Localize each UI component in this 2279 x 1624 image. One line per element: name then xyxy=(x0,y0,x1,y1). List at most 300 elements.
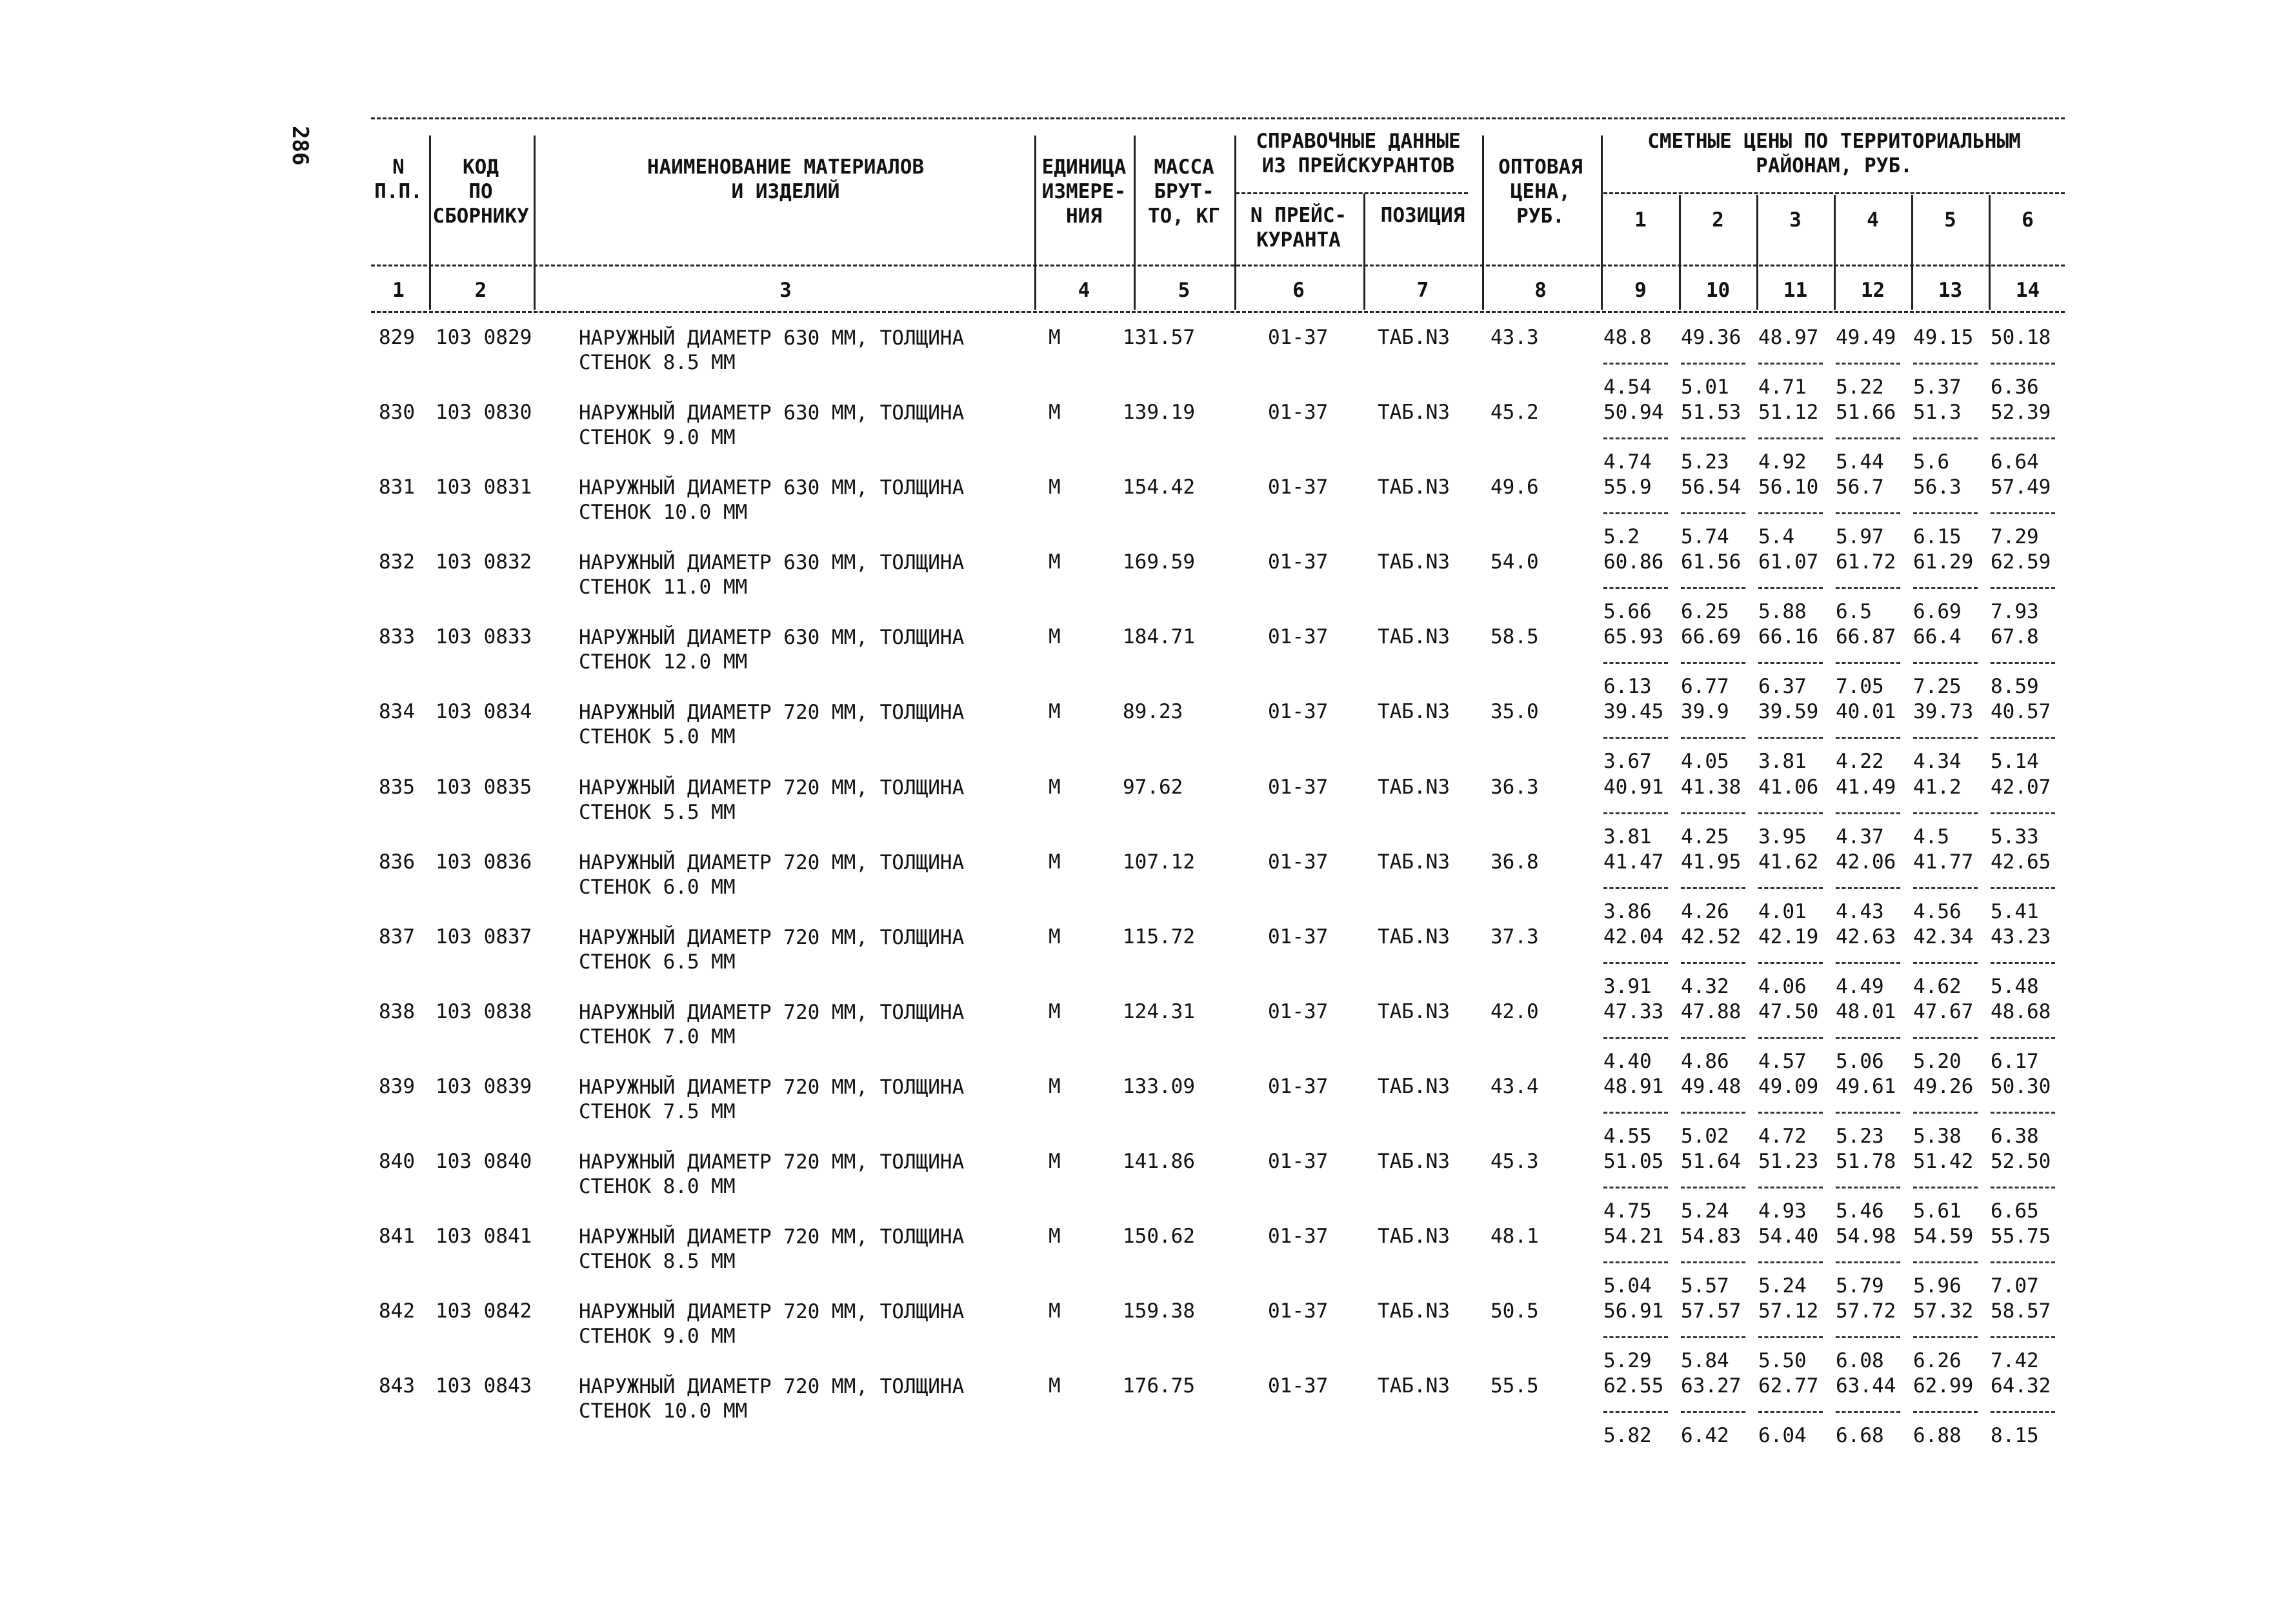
price-region-6: 67.8 xyxy=(1991,625,2039,649)
sub-price-region-5: 5.20 xyxy=(1913,1049,1962,1073)
sub-price-region-1: 3.81 xyxy=(1603,825,1652,848)
sub-price-region-5: 4.34 xyxy=(1913,750,1962,774)
price-region-2: 57.57 xyxy=(1681,1299,1742,1323)
row-pricelist: 01-37 xyxy=(1268,1150,1329,1174)
row-name: НАРУЖНЫЙ ДИАМЕТР 630 ММ, ТОЛЩИНА xyxy=(579,551,965,575)
sub-price-region-5: 5.6 xyxy=(1913,450,1949,474)
price-region-6: 52.50 xyxy=(1991,1150,2051,1174)
row-unit: М xyxy=(1049,625,1061,649)
header-col-wholesale: ОПТОВАЯ ЦЕНА, РУБ. xyxy=(1498,155,1583,228)
price-region-1: 60.86 xyxy=(1603,550,1664,574)
row-wholesale: 42.0 xyxy=(1491,999,1539,1023)
column-number: 1 xyxy=(392,279,405,302)
row-unit: М xyxy=(1049,326,1061,349)
row-position: ТАБ.N3 xyxy=(1378,925,1450,948)
price-region-1: 40.91 xyxy=(1603,775,1664,799)
sub-price-region-2: 4.26 xyxy=(1681,899,1729,923)
price-divider xyxy=(1681,363,1745,365)
sub-price-region-4: 5.06 xyxy=(1836,1049,1884,1073)
sub-price-region-4: 4.49 xyxy=(1836,974,1884,998)
sub-price-region-6: 7.07 xyxy=(1991,1274,2039,1298)
ref-subrule xyxy=(1236,192,1468,194)
price-region-4: 42.06 xyxy=(1836,850,1896,874)
row-position: ТАБ.N3 xyxy=(1378,700,1450,724)
price-region-4: 54.98 xyxy=(1836,1225,1896,1248)
row-wholesale: 54.0 xyxy=(1491,550,1539,574)
sub-price-region-4: 4.37 xyxy=(1836,825,1884,848)
sub-price-region-5: 4.5 xyxy=(1913,825,1949,848)
divider xyxy=(1482,135,1484,310)
row-pricelist: 01-37 xyxy=(1268,700,1329,724)
price-region-3: 66.16 xyxy=(1758,625,1819,649)
row-number: 837 xyxy=(379,925,415,948)
price-region-1: 55.9 xyxy=(1603,476,1652,499)
row-number: 833 xyxy=(379,625,415,649)
sub-price-region-4: 6.08 xyxy=(1836,1349,1884,1373)
price-region-1: 47.33 xyxy=(1603,999,1664,1023)
price-region-6: 58.57 xyxy=(1991,1299,2051,1323)
row-name-line2: СТЕНОК 5.0 ММ xyxy=(579,725,736,749)
row-wholesale: 48.1 xyxy=(1491,1225,1539,1248)
price-divider xyxy=(1991,512,2055,514)
price-divider xyxy=(1991,812,2055,814)
sub-price-region-2: 5.23 xyxy=(1681,450,1729,474)
row-pricelist: 01-37 xyxy=(1268,999,1329,1023)
price-divider xyxy=(1603,1112,1668,1114)
price-divider xyxy=(1836,1261,1900,1263)
row-code: 103 0835 xyxy=(436,775,532,799)
price-divider xyxy=(1991,1112,2055,1114)
sub-price-region-5: 6.69 xyxy=(1913,600,1962,624)
price-divider xyxy=(1913,1112,1978,1114)
header-region-4: 4 xyxy=(1867,208,1879,232)
header-region-5: 5 xyxy=(1944,208,1956,232)
sub-price-region-3: 4.92 xyxy=(1758,450,1807,474)
row-code: 103 0837 xyxy=(436,925,532,948)
row-wholesale: 49.6 xyxy=(1491,476,1539,499)
table-body xyxy=(371,326,2065,1449)
table-row xyxy=(371,1299,2065,1374)
sub-price-region-5: 5.61 xyxy=(1913,1199,1962,1223)
sub-price-region-2: 5.74 xyxy=(1681,525,1729,549)
price-divider xyxy=(1758,812,1823,814)
sub-price-region-1: 5.29 xyxy=(1603,1349,1652,1373)
sub-price-region-3: 4.72 xyxy=(1758,1124,1807,1148)
sub-price-region-6: 5.33 xyxy=(1991,825,2039,848)
price-region-5: 49.15 xyxy=(1913,326,1974,349)
price-divider xyxy=(1603,1336,1668,1338)
row-number: 841 xyxy=(379,1225,415,1248)
sub-price-region-4: 6.5 xyxy=(1836,600,1872,624)
price-subrule xyxy=(1603,192,2065,194)
price-region-4: 51.78 xyxy=(1836,1150,1896,1174)
row-unit: М xyxy=(1049,775,1061,799)
row-mass: 169.59 xyxy=(1123,550,1195,574)
price-divider xyxy=(1758,512,1823,514)
price-region-2: 51.64 xyxy=(1681,1150,1742,1174)
row-name: НАРУЖНЫЙ ДИАМЕТР 720 ММ, ТОЛЩИНА xyxy=(579,1000,965,1024)
sub-price-region-1: 5.82 xyxy=(1603,1424,1652,1448)
price-divider xyxy=(1991,437,2055,439)
row-code: 103 0839 xyxy=(436,1074,532,1098)
price-region-1: 56.91 xyxy=(1603,1299,1664,1323)
price-divider xyxy=(1913,962,1978,964)
header-region-1: 1 xyxy=(1634,208,1647,232)
header-col-code: КОД ПО СБОРНИКУ xyxy=(432,155,529,228)
price-divider xyxy=(1913,1261,1978,1263)
row-unit: М xyxy=(1049,1374,1061,1398)
row-wholesale: 45.2 xyxy=(1491,401,1539,425)
price-divider xyxy=(1758,662,1823,664)
row-code: 103 0833 xyxy=(436,625,532,649)
row-position: ТАБ.N3 xyxy=(1378,476,1450,499)
price-region-1: 51.05 xyxy=(1603,1150,1664,1174)
row-number: 839 xyxy=(379,1074,415,1098)
price-divider xyxy=(1758,887,1823,889)
row-mass: 154.42 xyxy=(1123,476,1195,499)
price-region-2: 39.9 xyxy=(1681,700,1729,724)
price-divider xyxy=(1603,662,1668,664)
price-region-4: 49.61 xyxy=(1836,1074,1896,1098)
sub-price-region-1: 4.75 xyxy=(1603,1199,1652,1223)
row-name: НАРУЖНЫЙ ДИАМЕТР 720 ММ, ТОЛЩИНА xyxy=(579,1225,965,1249)
sub-price-region-3: 5.24 xyxy=(1758,1274,1807,1298)
price-divider xyxy=(1603,1187,1668,1188)
row-position: ТАБ.N3 xyxy=(1378,401,1450,425)
price-divider xyxy=(1836,962,1900,964)
row-code: 103 0842 xyxy=(436,1299,532,1323)
row-number: 838 xyxy=(379,999,415,1023)
price-region-5: 57.32 xyxy=(1913,1299,1974,1323)
divider xyxy=(534,135,536,310)
column-number: 8 xyxy=(1534,279,1547,302)
sub-price-region-3: 5.88 xyxy=(1758,600,1807,624)
row-mass: 184.71 xyxy=(1123,625,1195,649)
row-mass: 124.31 xyxy=(1123,999,1195,1023)
column-number-row xyxy=(371,279,2065,305)
price-region-2: 41.95 xyxy=(1681,850,1742,874)
column-number: 12 xyxy=(1860,279,1885,302)
price-divider xyxy=(1836,437,1900,439)
sub-price-region-4: 5.79 xyxy=(1836,1274,1884,1298)
price-region-5: 51.42 xyxy=(1913,1150,1974,1174)
table-row xyxy=(371,550,2065,625)
sub-price-region-4: 4.43 xyxy=(1836,899,1884,923)
row-position: ТАБ.N3 xyxy=(1378,326,1450,349)
price-divider xyxy=(1758,1411,1823,1413)
row-mass: 107.12 xyxy=(1123,850,1195,874)
price-divider xyxy=(1913,587,1978,589)
price-divider xyxy=(1913,1187,1978,1188)
price-divider xyxy=(1913,812,1978,814)
row-pricelist: 01-37 xyxy=(1268,625,1329,649)
price-region-5: 54.59 xyxy=(1913,1225,1974,1248)
price-divider xyxy=(1681,662,1745,664)
sub-price-region-6: 6.36 xyxy=(1991,376,2039,399)
price-divider xyxy=(1681,887,1745,889)
column-number: 4 xyxy=(1078,279,1090,302)
sub-price-region-5: 6.26 xyxy=(1913,1349,1962,1373)
sub-price-region-3: 4.93 xyxy=(1758,1199,1807,1223)
sub-price-region-2: 4.05 xyxy=(1681,750,1729,774)
price-region-6: 57.49 xyxy=(1991,476,2051,499)
price-region-3: 62.77 xyxy=(1758,1374,1819,1398)
column-number: 2 xyxy=(474,279,487,302)
price-region-5: 56.3 xyxy=(1913,476,1962,499)
price-divider xyxy=(1681,1187,1745,1188)
column-number-rule xyxy=(371,311,2065,313)
row-mass: 133.09 xyxy=(1123,1074,1195,1098)
price-divider xyxy=(1681,437,1745,439)
row-position: ТАБ.N3 xyxy=(1378,1225,1450,1248)
price-region-5: 41.77 xyxy=(1913,850,1974,874)
page-number: 286 xyxy=(287,126,313,166)
price-divider xyxy=(1758,1336,1823,1338)
row-position: ТАБ.N3 xyxy=(1378,850,1450,874)
price-divider xyxy=(1681,812,1745,814)
header-col-unit: ЕДИНИЦА ИЗМЕРЕ- НИЯ xyxy=(1041,155,1127,228)
price-divider xyxy=(1603,737,1668,739)
sub-price-region-6: 6.17 xyxy=(1991,1049,2039,1073)
price-region-4: 49.49 xyxy=(1836,326,1896,349)
price-divider xyxy=(1991,363,2055,365)
sub-price-region-5: 5.37 xyxy=(1913,376,1962,399)
price-divider xyxy=(1681,512,1745,514)
sub-price-region-4: 5.23 xyxy=(1836,1124,1884,1148)
price-region-5: 49.26 xyxy=(1913,1074,1974,1098)
row-name-line2: СТЕНОК 11.0 ММ xyxy=(579,576,748,599)
column-number: 14 xyxy=(2015,279,2040,302)
price-region-3: 41.06 xyxy=(1758,775,1819,799)
sub-price-region-2: 5.02 xyxy=(1681,1124,1729,1148)
price-divider xyxy=(1603,887,1668,889)
price-region-6: 52.39 xyxy=(1991,401,2051,425)
sub-price-region-1: 3.91 xyxy=(1603,974,1652,998)
sub-price-region-3: 4.57 xyxy=(1758,1049,1807,1073)
price-divider xyxy=(1836,812,1900,814)
row-mass: 139.19 xyxy=(1123,401,1195,425)
sub-price-region-3: 5.4 xyxy=(1758,525,1794,549)
price-divider xyxy=(1603,962,1668,964)
header-price-group: СМЕТНЫЕ ЦЕНЫ ПО ТЕРРИТОРИАЛЬНЫМ РАЙОНАМ, РУБ. xyxy=(1647,130,2021,177)
row-name: НАРУЖНЫЙ ДИАМЕТР 720 ММ, ТОЛЩИНА xyxy=(579,1150,965,1174)
row-pricelist: 01-37 xyxy=(1268,476,1329,499)
row-unit: М xyxy=(1049,550,1061,574)
sub-price-region-4: 5.22 xyxy=(1836,376,1884,399)
price-region-1: 41.47 xyxy=(1603,850,1664,874)
price-divider xyxy=(1836,363,1900,365)
price-divider xyxy=(1991,887,2055,889)
sub-price-region-6: 8.59 xyxy=(1991,675,2039,699)
price-region-4: 57.72 xyxy=(1836,1299,1896,1323)
row-name-line2: СТЕНОК 5.5 ММ xyxy=(579,800,736,824)
sub-price-region-2: 5.84 xyxy=(1681,1349,1729,1373)
row-mass: 89.23 xyxy=(1123,700,1183,724)
row-name-line2: СТЕНОК 7.5 ММ xyxy=(579,1099,736,1123)
price-region-2: 54.83 xyxy=(1681,1225,1742,1248)
price-divider xyxy=(1913,363,1978,365)
price-region-6: 42.07 xyxy=(1991,775,2051,799)
price-region-2: 41.38 xyxy=(1681,775,1742,799)
price-divider xyxy=(1758,737,1823,739)
price-divider xyxy=(1991,1336,2055,1338)
table-row xyxy=(371,1374,2065,1449)
row-wholesale: 43.4 xyxy=(1491,1074,1539,1098)
column-number: 6 xyxy=(1292,279,1305,302)
price-region-5: 66.4 xyxy=(1913,625,1962,649)
sub-price-region-1: 5.04 xyxy=(1603,1274,1652,1298)
row-unit: М xyxy=(1049,476,1061,499)
price-divider xyxy=(1836,662,1900,664)
row-unit: М xyxy=(1049,999,1061,1023)
row-mass: 115.72 xyxy=(1123,925,1195,948)
row-name: НАРУЖНЫЙ ДИАМЕТР 720 ММ, ТОЛЩИНА xyxy=(579,925,965,949)
row-name-line2: СТЕНОК 10.0 ММ xyxy=(579,501,748,525)
price-divider xyxy=(1836,1037,1900,1039)
row-number: 832 xyxy=(379,550,415,574)
sub-price-region-5: 5.38 xyxy=(1913,1124,1962,1148)
price-region-2: 63.27 xyxy=(1681,1374,1742,1398)
row-name: НАРУЖНЫЙ ДИАМЕТР 720 ММ, ТОЛЩИНА xyxy=(579,1375,965,1399)
price-region-3: 41.62 xyxy=(1758,850,1819,874)
sub-price-region-4: 5.46 xyxy=(1836,1199,1884,1223)
price-divider xyxy=(1991,1037,2055,1039)
divider xyxy=(1034,135,1036,310)
price-divider xyxy=(1603,1261,1668,1263)
price-region-2: 66.69 xyxy=(1681,625,1742,649)
header-region-6: 6 xyxy=(2022,208,2034,232)
row-name: НАРУЖНЫЙ ДИАМЕТР 720 ММ, ТОЛЩИНА xyxy=(579,776,965,799)
price-region-5: 39.73 xyxy=(1913,700,1974,724)
table-row xyxy=(371,776,2065,850)
table-row xyxy=(371,1075,2065,1150)
table-row xyxy=(371,925,2065,1000)
row-unit: М xyxy=(1049,1299,1061,1323)
price-region-1: 62.55 xyxy=(1603,1374,1664,1398)
price-divider xyxy=(1913,1336,1978,1338)
divider xyxy=(429,135,431,310)
sub-price-region-4: 5.44 xyxy=(1836,450,1884,474)
sub-price-region-3: 6.04 xyxy=(1758,1424,1807,1448)
sub-price-region-1: 3.86 xyxy=(1603,899,1652,923)
price-region-6: 50.18 xyxy=(1991,326,2051,349)
price-region-6: 50.30 xyxy=(1991,1074,2051,1098)
price-region-2: 61.56 xyxy=(1681,550,1742,574)
price-region-4: 42.63 xyxy=(1836,925,1896,948)
header-region-3: 3 xyxy=(1789,208,1802,232)
table-row xyxy=(371,401,2065,476)
row-pricelist: 01-37 xyxy=(1268,775,1329,799)
sub-price-region-5: 7.25 xyxy=(1913,675,1962,699)
price-region-4: 63.44 xyxy=(1836,1374,1896,1398)
row-name-line2: СТЕНОК 9.0 ММ xyxy=(579,1325,736,1348)
row-number: 831 xyxy=(379,476,415,499)
column-number: 5 xyxy=(1178,279,1190,302)
price-region-2: 42.52 xyxy=(1681,925,1742,948)
price-region-3: 54.40 xyxy=(1758,1225,1819,1248)
price-region-4: 56.7 xyxy=(1836,476,1884,499)
row-code: 103 0834 xyxy=(436,700,532,724)
sub-price-region-6: 8.15 xyxy=(1991,1424,2039,1448)
row-mass: 141.86 xyxy=(1123,1150,1195,1174)
sub-price-region-4: 7.05 xyxy=(1836,675,1884,699)
row-mass: 97.62 xyxy=(1123,775,1183,799)
row-number: 836 xyxy=(379,850,415,874)
price-divider xyxy=(1836,1112,1900,1114)
column-number: 3 xyxy=(779,279,792,302)
price-divider xyxy=(1913,512,1978,514)
sub-price-region-3: 3.81 xyxy=(1758,750,1807,774)
price-region-6: 48.68 xyxy=(1991,999,2051,1023)
price-region-3: 51.12 xyxy=(1758,401,1819,425)
header-col-position: ПОЗИЦИЯ xyxy=(1380,204,1465,227)
row-name: НАРУЖНЫЙ ДИАМЕТР 630 ММ, ТОЛЩИНА xyxy=(579,401,965,425)
row-mass: 159.38 xyxy=(1123,1299,1195,1323)
price-divider xyxy=(1991,1411,2055,1413)
price-region-2: 56.54 xyxy=(1681,476,1742,499)
row-position: ТАБ.N3 xyxy=(1378,1150,1450,1174)
price-region-3: 51.23 xyxy=(1758,1150,1819,1174)
row-number: 834 xyxy=(379,700,415,724)
sub-price-region-1: 4.55 xyxy=(1603,1124,1652,1148)
divider xyxy=(1134,135,1136,310)
sub-price-region-1: 6.13 xyxy=(1603,675,1652,699)
row-position: ТАБ.N3 xyxy=(1378,550,1450,574)
row-name: НАРУЖНЫЙ ДИАМЕТР 720 ММ, ТОЛЩИНА xyxy=(579,850,965,874)
sub-price-region-3: 5.50 xyxy=(1758,1349,1807,1373)
row-wholesale: 43.3 xyxy=(1491,326,1539,349)
row-number: 829 xyxy=(379,326,415,349)
sub-price-region-1: 5.66 xyxy=(1603,600,1652,624)
sub-price-region-2: 5.01 xyxy=(1681,376,1729,399)
row-number: 843 xyxy=(379,1374,415,1398)
price-divider xyxy=(1758,962,1823,964)
price-region-2: 49.48 xyxy=(1681,1074,1742,1098)
price-region-1: 54.21 xyxy=(1603,1225,1664,1248)
price-region-3: 42.19 xyxy=(1758,925,1819,948)
row-wholesale: 50.5 xyxy=(1491,1299,1539,1323)
column-number: 13 xyxy=(1938,279,1963,302)
price-region-3: 39.59 xyxy=(1758,700,1819,724)
price-divider xyxy=(1991,662,2055,664)
row-code: 103 0830 xyxy=(436,401,532,425)
price-divider xyxy=(1836,1187,1900,1188)
row-code: 103 0841 xyxy=(436,1225,532,1248)
row-pricelist: 01-37 xyxy=(1268,401,1329,425)
row-position: ТАБ.N3 xyxy=(1378,1074,1450,1098)
price-region-5: 41.2 xyxy=(1913,775,1962,799)
sub-price-region-5: 6.15 xyxy=(1913,525,1962,549)
row-code: 103 0838 xyxy=(436,999,532,1023)
row-unit: М xyxy=(1049,850,1061,874)
sub-price-region-5: 4.56 xyxy=(1913,899,1962,923)
price-region-5: 42.34 xyxy=(1913,925,1974,948)
sub-price-region-1: 4.54 xyxy=(1603,376,1652,399)
row-code: 103 0831 xyxy=(436,476,532,499)
price-region-6: 62.59 xyxy=(1991,550,2051,574)
sub-price-region-3: 4.71 xyxy=(1758,376,1807,399)
price-region-3: 48.97 xyxy=(1758,326,1819,349)
header-bottom-rule xyxy=(371,265,2065,266)
sub-price-region-1: 4.74 xyxy=(1603,450,1652,474)
row-mass: 131.57 xyxy=(1123,326,1195,349)
price-divider xyxy=(1603,812,1668,814)
price-divider xyxy=(1603,437,1668,439)
sub-price-region-2: 6.77 xyxy=(1681,675,1729,699)
price-divider xyxy=(1836,1411,1900,1413)
row-wholesale: 45.3 xyxy=(1491,1150,1539,1174)
sub-price-region-2: 4.86 xyxy=(1681,1049,1729,1073)
